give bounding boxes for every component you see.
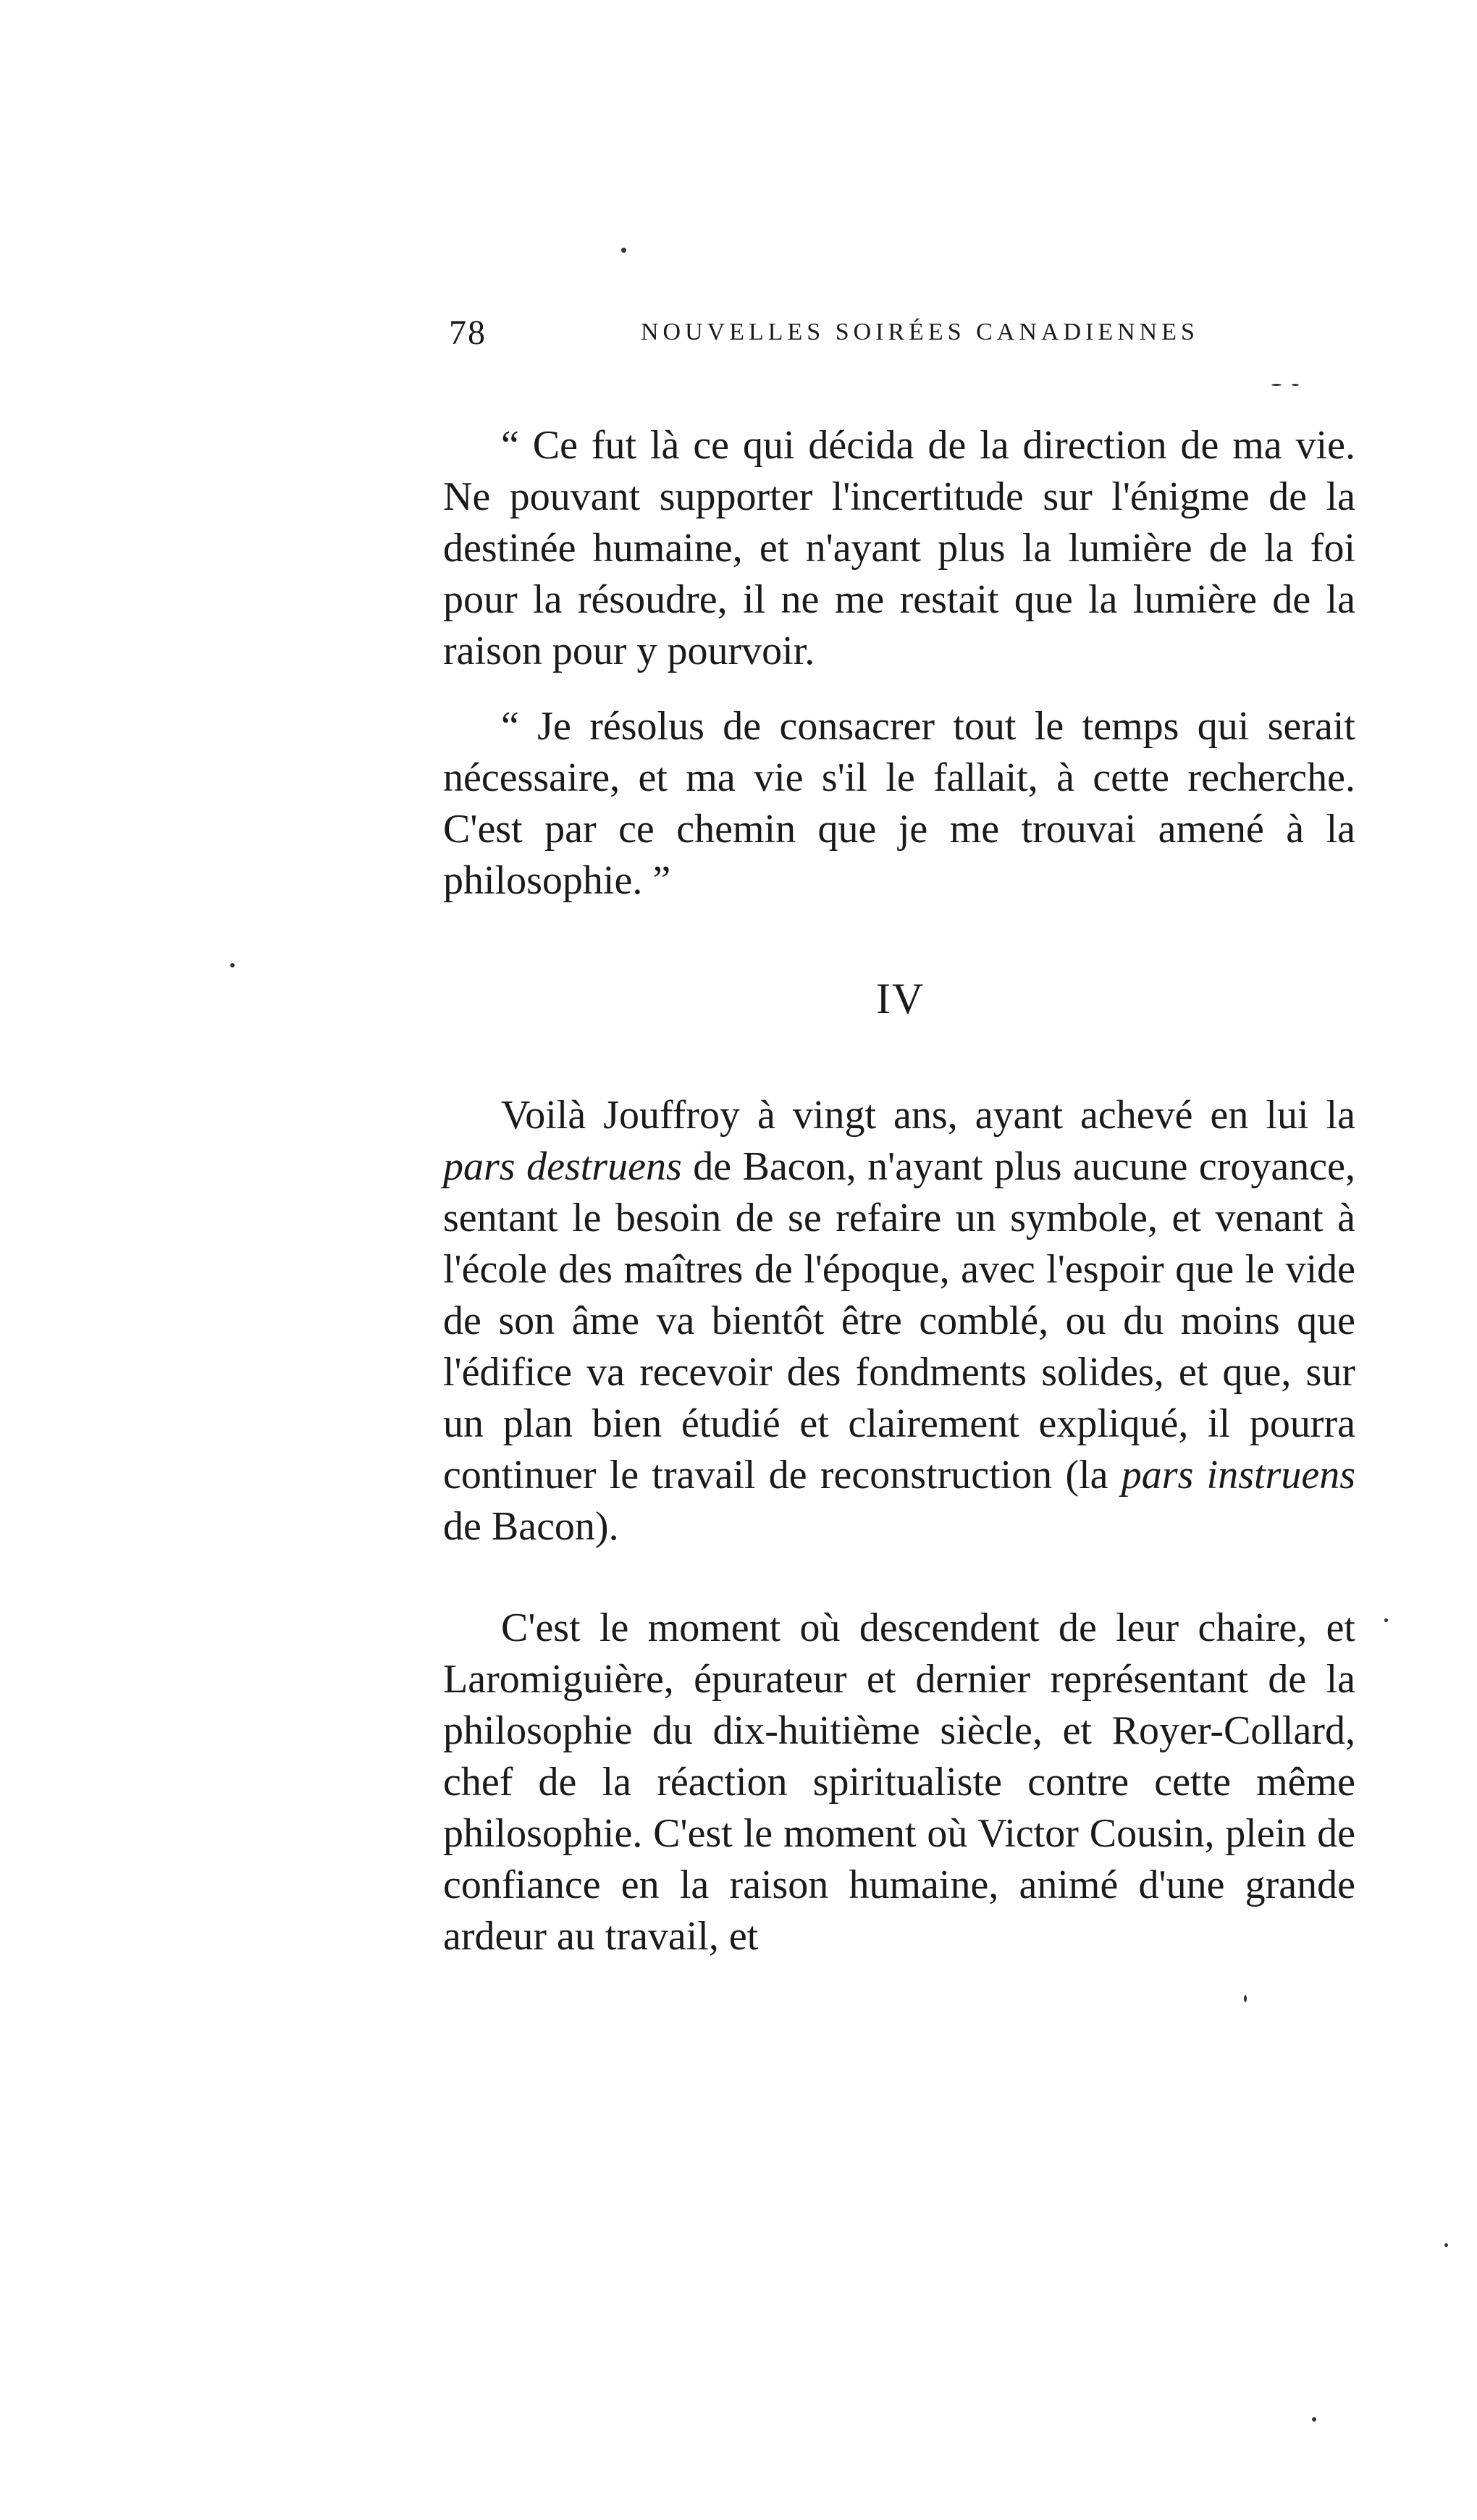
body-paragraph-1-text-c: de Bacon). (443, 1504, 619, 1549)
print-speck (1244, 1995, 1247, 2002)
quote-paragraph-1: “ Ce fut là ce qui décida de la direction de ma vie. Ne pouvant supporter l'incertitude sur l'énigme de la destinée humaine, et n'ayant plus la lumière de la foi pour la résoudre, il ne me restait que la lumière de la raison pour y pourvoir. (443, 423, 1355, 673)
body-paragraph-2: C'est le moment où descendent de leur chaire, et Laromiguière, épurateur et dernier représentant de la philosophie du dix-huitième siècle, et Royer-Collard, chef de la réaction spiritualiste contre cette même philosophie. C'est le moment où Victor Cousin, plein de confiance en la raison humaine, animé d'une grande ardeur au travail, et (443, 1605, 1355, 1959)
body-paragraph-1-text-a: Voilà Jouffroy à vingt ans, ayant achevé en lui la (501, 1093, 1355, 1138)
body-paragraph-1-block (443, 1090, 1355, 1553)
print-speck (1384, 1618, 1388, 1622)
latin-phrase-instruens: pars instruens (1121, 1453, 1356, 1498)
latin-phrase-destruens: pars destruens (443, 1144, 682, 1189)
print-speck (1271, 384, 1282, 386)
quote-paragraph-1-block (443, 420, 1355, 677)
body-paragraph-1-text-b: de Bacon, n'ayant plus aucune croyance, sentant le besoin de se refaire un symbole, et venant à l'école des maîtres de l'époque, avec l'espoir que le vide de son âme va bientôt être comblé, ou du moins que l'édifice va recevoir des fondments solides, et que, sur un plan bien étudié et clairement expliqué, il pourra continuer le travail de reconstruction (la (443, 1144, 1355, 1498)
page-number: 78 (449, 314, 487, 352)
print-speck (1312, 2417, 1316, 2422)
print-speck (1292, 384, 1299, 386)
section-heading: IV (876, 975, 925, 1022)
quote-paragraph-2-block (443, 701, 1355, 907)
running-title: NOUVELLES SOIRÉES CANADIENNES (641, 319, 1199, 345)
body-paragraph-1 (443, 1090, 1355, 1553)
print-speck (1444, 2243, 1448, 2247)
running-header (449, 313, 1361, 364)
quote-paragraph-2: “ Je résolus de consacrer tout le temps qui serait nécessaire, et ma vie s'il le fallait, à cette recherche. C'est par ce chemin que je me trouvai amené à la philosophie. ” (443, 704, 1355, 903)
print-speck (230, 963, 235, 967)
body-paragraph-2-block (443, 1603, 1355, 1962)
print-speck (621, 248, 626, 253)
